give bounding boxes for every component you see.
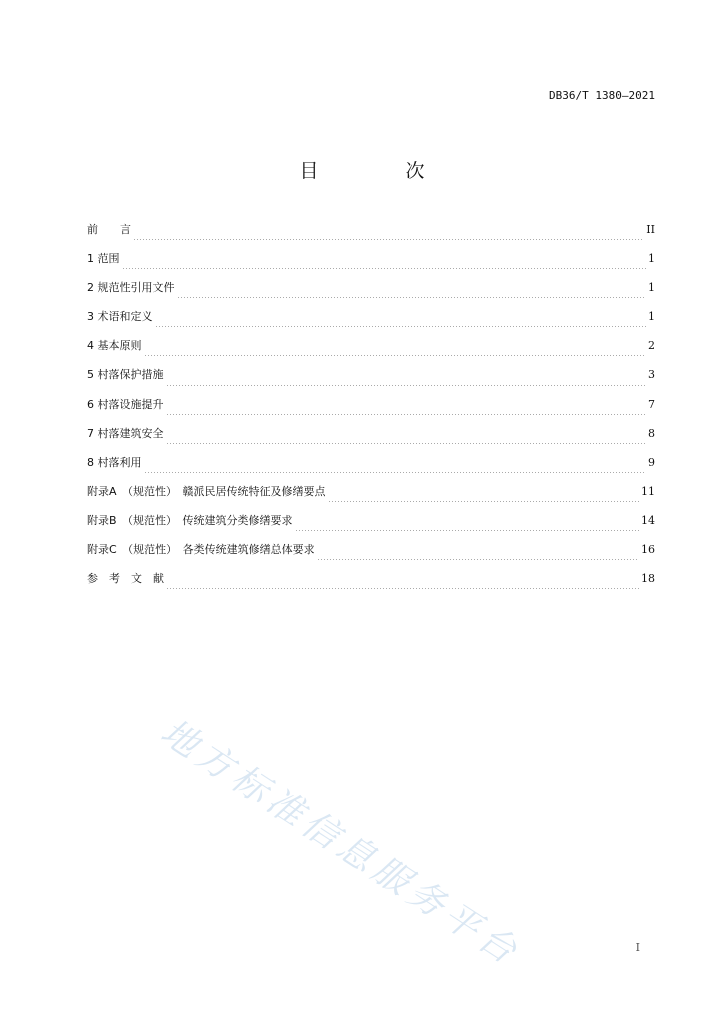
toc-entry-label: 5 村落保护措施 bbox=[87, 368, 164, 382]
toc-entry-page: 3 bbox=[648, 368, 655, 382]
toc-leader-dots bbox=[328, 501, 639, 502]
toc-entry-label: 附录A （规范性） 赣派民居传统特征及修缮要点 bbox=[87, 484, 326, 498]
toc-entry-protection[interactable] bbox=[87, 366, 655, 395]
toc-entry-terms[interactable] bbox=[87, 308, 655, 337]
toc-entry-label: 附录C （规范性） 各类传统建筑修缮总体要求 bbox=[87, 543, 315, 557]
toc-leader-dots bbox=[166, 414, 647, 415]
toc-entry-normative-references[interactable] bbox=[87, 279, 655, 308]
toc-entry-page: 7 bbox=[648, 397, 655, 411]
toc-entry-appendix-b[interactable] bbox=[87, 512, 655, 541]
toc-entry-label: 6 村落设施提升 bbox=[87, 397, 164, 411]
toc-entry-bibliography[interactable] bbox=[87, 570, 655, 599]
toc-entry-label: 1 范围 bbox=[87, 252, 120, 266]
toc-entry-label: 4 基本原则 bbox=[87, 339, 142, 353]
toc-entry-label: 3 术语和定义 bbox=[87, 310, 153, 324]
toc-entry-page: 16 bbox=[641, 543, 655, 557]
toc-leader-dots bbox=[133, 239, 644, 240]
toc-entry-label: 8 村落利用 bbox=[87, 455, 142, 469]
toc-leader-dots bbox=[166, 588, 639, 589]
toc-entry-page: 1 bbox=[648, 281, 655, 295]
toc-leader-dots bbox=[295, 530, 639, 531]
toc-leader-dots bbox=[144, 355, 647, 356]
toc-leader-dots bbox=[144, 472, 647, 473]
toc-leader-dots bbox=[166, 385, 647, 386]
toc-entry-utilization[interactable] bbox=[87, 454, 655, 483]
toc-entry-page: 9 bbox=[648, 455, 655, 469]
toc-entry-foreword[interactable] bbox=[87, 221, 655, 250]
toc-entry-page: 1 bbox=[648, 252, 655, 266]
page-number: I bbox=[635, 941, 640, 954]
toc-entry-appendix-c[interactable] bbox=[87, 541, 655, 570]
toc-entry-principles[interactable] bbox=[87, 337, 655, 366]
toc-entry-label: 参 考 文 献 bbox=[87, 572, 164, 586]
toc-entry-building-safety[interactable] bbox=[87, 425, 655, 454]
toc-entry-page: II bbox=[646, 223, 655, 236]
toc-leader-dots bbox=[166, 443, 647, 444]
toc-entry-label: 2 规范性引用文件 bbox=[87, 281, 175, 295]
toc-entry-scope[interactable] bbox=[87, 250, 655, 279]
toc-entry-page: 2 bbox=[648, 339, 655, 353]
watermark: 地方标准信息服务平台 bbox=[153, 711, 528, 975]
toc-entry-label: 前 言 bbox=[87, 223, 131, 236]
table-of-contents bbox=[87, 221, 655, 599]
toc-entry-appendix-a[interactable] bbox=[87, 483, 655, 512]
document-code: DB36/T 1380—2021 bbox=[549, 89, 655, 102]
page-title: 目 次 bbox=[299, 160, 459, 182]
toc-entry-label: 附录B （规范性） 传统建筑分类修缮要求 bbox=[87, 513, 293, 527]
toc-entry-page: 14 bbox=[641, 513, 655, 527]
toc-leader-dots bbox=[155, 326, 647, 327]
toc-entry-facilities[interactable] bbox=[87, 396, 655, 425]
toc-entry-label: 7 村落建筑安全 bbox=[87, 426, 164, 440]
toc-leader-dots bbox=[177, 297, 647, 298]
toc-leader-dots bbox=[122, 268, 647, 269]
toc-entry-page: 8 bbox=[648, 426, 655, 440]
toc-entry-page: 18 bbox=[641, 572, 655, 586]
toc-leader-dots bbox=[317, 559, 639, 560]
toc-entry-page: 1 bbox=[648, 310, 655, 324]
toc-entry-page: 11 bbox=[641, 484, 655, 498]
